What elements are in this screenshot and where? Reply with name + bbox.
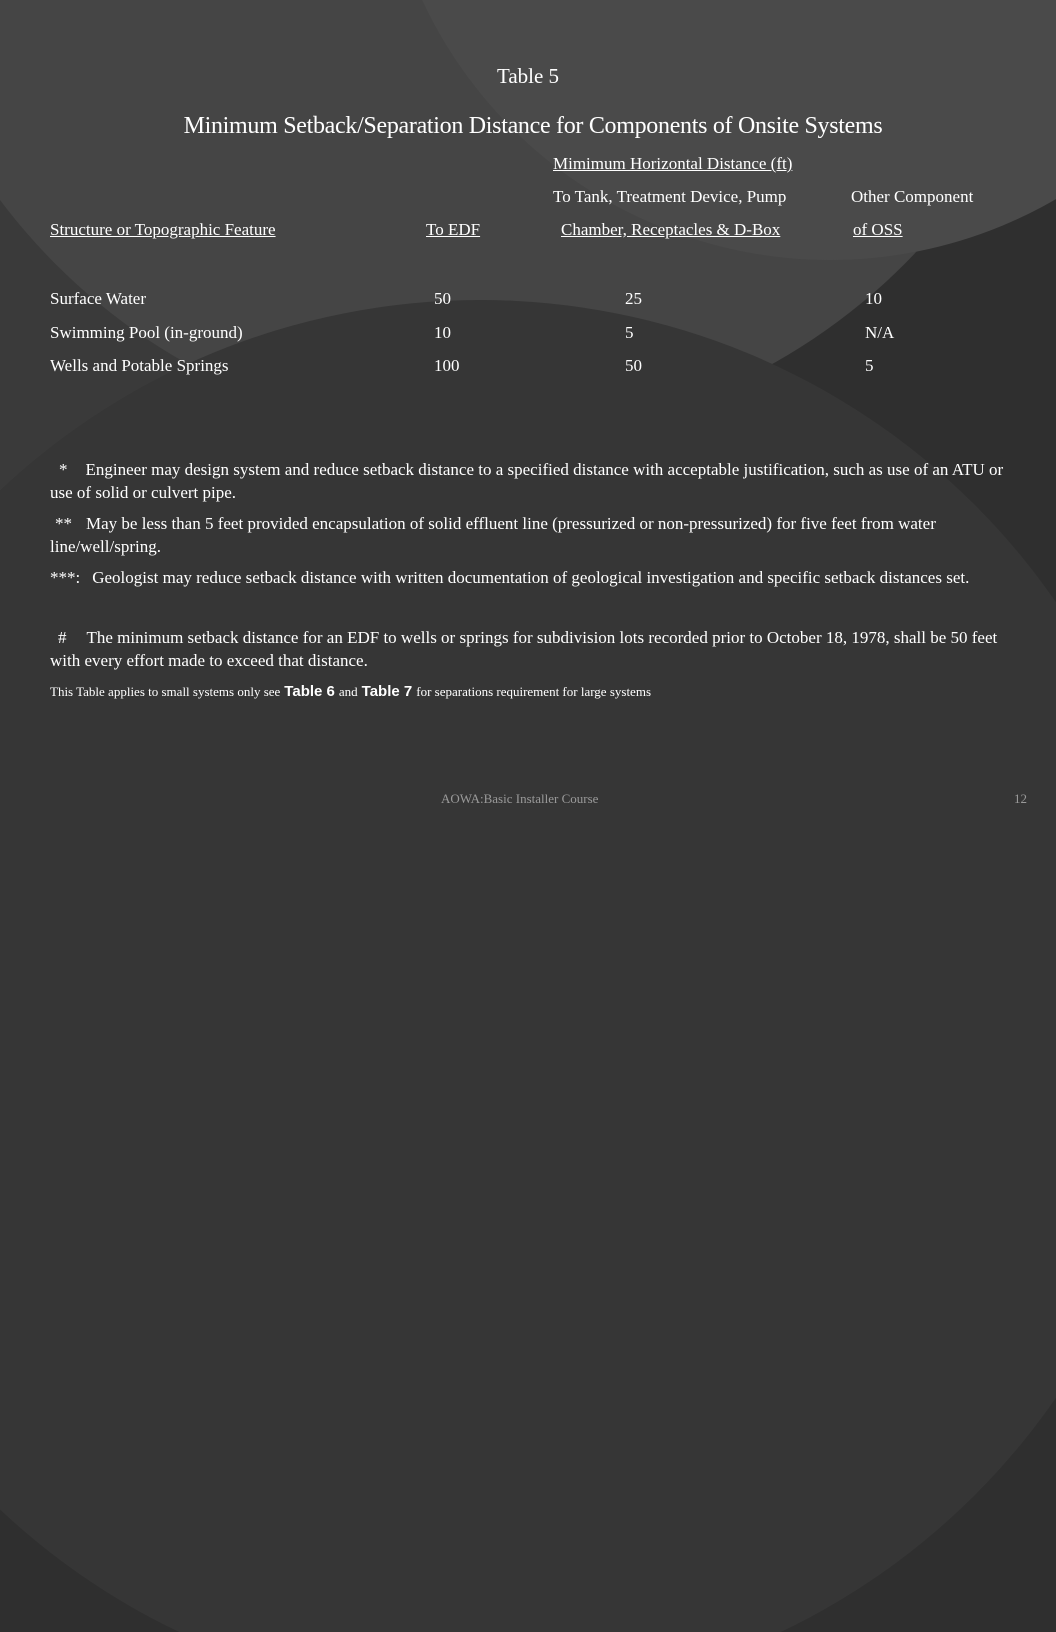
col-header-tank: Chamber, Receptacles & D-Box [561, 220, 781, 239]
col-header-feature: Structure or Topographic Feature [50, 220, 276, 239]
col-header-edf: To EDF [426, 220, 481, 239]
footnote-engineer [50, 458, 1010, 504]
group-header: Mimimum Horizontal Distance (ft) [553, 154, 793, 173]
table-row-edf: 100 [434, 356, 460, 375]
table-row-feature: Wells and Potable Springs [50, 356, 229, 375]
table-row-edf: 10 [434, 323, 451, 342]
table-row-feature: Surface Water [50, 289, 147, 308]
col2-top-header: To Tank, Treatment Device, Pump [553, 187, 787, 206]
table-row-tank: 5 [625, 323, 634, 342]
footnote-text: May be less than 5 feet provided encapsulation of solid effluent line (pressurized or non-pressurized) for five feet from water line/well/spring. [50, 514, 936, 556]
table-row-feature: Swimming Pool (in-ground) [50, 323, 243, 342]
footnote-marker: ** [55, 514, 72, 533]
applies-and: and [338, 684, 358, 699]
footnote-geologist [50, 566, 1010, 589]
footnote-text: The minimum setback distance for an EDF to wells or springs for subdivision lots recorded prior to October 18, 1978, shall be 50 feet with every effort made to exceed that distance. [50, 628, 998, 670]
table-row-tank: 50 [625, 356, 642, 375]
applies-note [50, 682, 651, 702]
applies-tail: for separations requirement for large systems [416, 684, 652, 699]
page-number: 12 [1014, 791, 1027, 806]
table-7-ref: Table 7 [361, 683, 413, 700]
footnote-encapsulation [50, 512, 1010, 558]
table-6-ref: Table 6 [284, 683, 335, 700]
table-row-other: 10 [865, 289, 882, 308]
col-header-other: of OSS [853, 220, 903, 239]
page-title: Minimum Setback/Separation Distance for Components of Onsite Systems [183, 113, 883, 139]
footnote-marker: ***: [50, 568, 81, 587]
footnote-text: Engineer may design system and reduce setback distance to a specified distance with acceptable justification, such as use of an ATU or use of solid or culvert pipe. [50, 460, 1004, 502]
footnote-subdivision [50, 626, 1010, 672]
col3-top-header: Other Component [851, 187, 974, 206]
footnote-marker: # [58, 628, 67, 647]
table-row-edf: 50 [434, 289, 451, 308]
table-label: Table 5 [496, 64, 560, 88]
footer-course: AOWA:Basic Installer Course [441, 791, 599, 806]
table-row-other: 5 [865, 356, 874, 375]
footnote-marker: * [59, 460, 68, 479]
table-row-tank: 25 [625, 289, 642, 308]
table-row-other: N/A [865, 323, 895, 342]
footnote-text: Geologist may reduce setback distance with written documentation of geological investigation and specific setback distances set. [92, 568, 970, 587]
applies-text: This Table applies to small systems only see [50, 684, 281, 699]
